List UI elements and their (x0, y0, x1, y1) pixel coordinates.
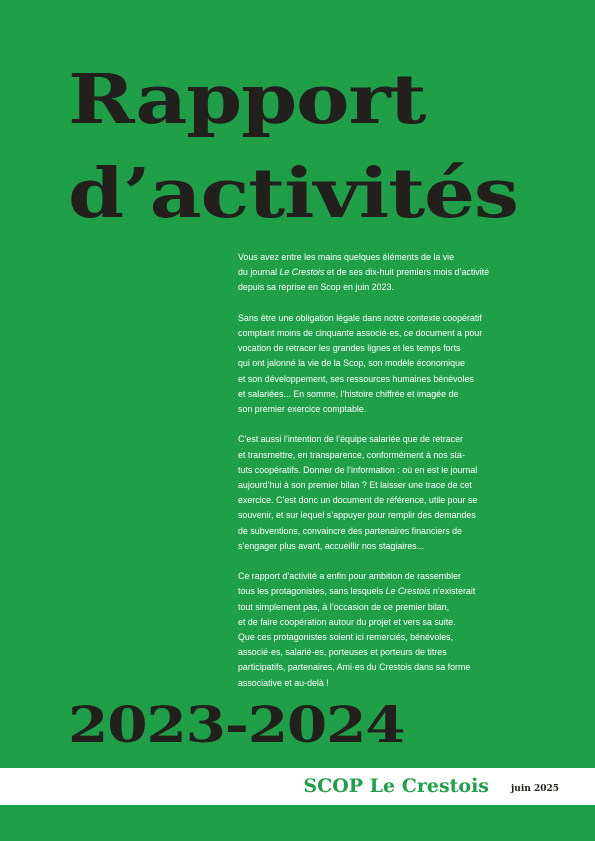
intro-line: comptant moins de cinquante associé·es, ce document a pour (238, 328, 483, 338)
intro-line: exercice. C’est donc un document de référence, utile pour se (238, 495, 478, 506)
title-line-1: Rapport (68, 60, 426, 140)
brand-name: SCOP Le Crestois (303, 775, 489, 797)
title-line-2: d’activités (68, 154, 518, 234)
intro-line: et salariées... En somme, l’histoire chiffrée et imagée de (238, 388, 459, 399)
text-segment: tous les protagonistes, sans lesquels (238, 586, 386, 597)
intro-line: depuis sa reprise en Scop en juin 2023. (238, 282, 394, 293)
intro-line: tuts coopératifs. Donner de l’information : où en est le journal (238, 464, 478, 475)
intro-line: et son développement, ses ressources humaines bénévoles (238, 373, 474, 384)
newspaper-name: Le Crestois (279, 267, 325, 278)
footer-band (0, 768, 595, 805)
intro-line: Vous avez entre les mains quelques éléments de la vie (238, 252, 455, 262)
intro-text (238, 250, 568, 706)
intro-line: qui ont jalonné la vie de la Scop, son modèle économique (238, 358, 465, 369)
newspaper-name: Le Crestois (385, 586, 431, 597)
intro-line: Sans être une obligation légale dans notre contexte coopératif (238, 312, 482, 323)
intro-line: de subventions, convaincre des partenaires financiers de (238, 525, 462, 536)
intro-line: aujourd’hui à son premier bilan ? Et laisser une trace de cet (238, 480, 472, 491)
intro-line: associé·es, salarié·es, porteuses et porteurs de titres (238, 647, 447, 658)
intro-line: vocation de retracer les grandes lignes et les temps forts (238, 343, 461, 354)
intro-paragraph-4 (238, 569, 568, 691)
text-segment: du journal (238, 267, 280, 278)
intro-line: C’est aussi l’intention de l’équipe salariée que de retracer (238, 434, 463, 445)
intro-line: Que ces protagonistes soient ici remerciés, bénévoles, (238, 632, 454, 643)
period-heading: 2023-2024 (68, 695, 405, 754)
intro-line (238, 584, 568, 599)
intro-line: tout simplement pas, à l’occasion de ce premier bilan, (238, 601, 450, 612)
text-segment: et de ses dix-huit premiers mois d’activité (324, 267, 490, 278)
intro-line: son premier exercice comptable. (238, 404, 367, 415)
intro-line: souvenir, et sur lequel s’appuyer pour remplir des demandes (238, 510, 476, 521)
intro-paragraph-1 (238, 250, 568, 296)
intro-line: et de faire coopération autour du projet et vers sa suite. (238, 616, 456, 627)
intro-line: Ce rapport d’activité a enfin pour ambition de rassembler (238, 571, 461, 582)
intro-line: participatifs, partenaires, Ami·es du Crestois dans sa forme (238, 662, 471, 673)
intro-paragraph-2 (238, 311, 568, 417)
intro-line: et transmettre, en transparence, conformément à nos sta- (238, 449, 465, 460)
text-segment: n’existerait (430, 586, 476, 597)
intro-line (238, 265, 568, 280)
intro-line: associative et au-delà ! (238, 677, 329, 688)
intro-paragraph-3 (238, 432, 568, 554)
intro-line: s’engager plus avant, accueillir nos stagiaires... (238, 540, 424, 551)
publication-date: juin 2025 (511, 784, 559, 794)
